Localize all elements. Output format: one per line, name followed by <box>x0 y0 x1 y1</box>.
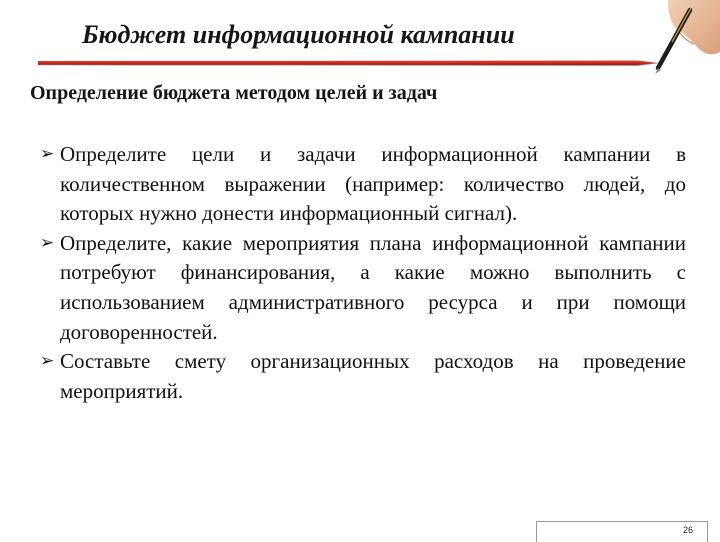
footer-box <box>536 521 708 542</box>
bullet-list <box>40 140 686 406</box>
page-number: 26 <box>682 525 693 535</box>
slide-title: Бюджет информационной кампании <box>82 20 515 49</box>
bullet-item <box>40 229 686 347</box>
arrow-bullet-icon: ➢ <box>40 232 55 253</box>
bullet-item <box>40 347 686 406</box>
bullet-text: Определите цели и задачи информационной кампании в количественном выражении (например: количество людей, до которых нужно донести информационный сигнал). <box>60 142 686 226</box>
slide-subtitle: Определение бюджета методом целей и задач <box>30 82 438 104</box>
bullet-text: Определите, какие мероприятия плана информационной кампании потребуют финансирования, а какие можно выполнить с использованием административного ресурса и при помощи договоренностей. <box>60 230 686 344</box>
bullet-item <box>40 140 686 229</box>
bullet-text: Составьте смету организационных расходов на проведение мероприятий. <box>60 349 686 403</box>
arrow-bullet-icon: ➢ <box>40 351 55 372</box>
arrow-bullet-icon: ➢ <box>40 144 55 164</box>
header-divider <box>38 57 658 69</box>
